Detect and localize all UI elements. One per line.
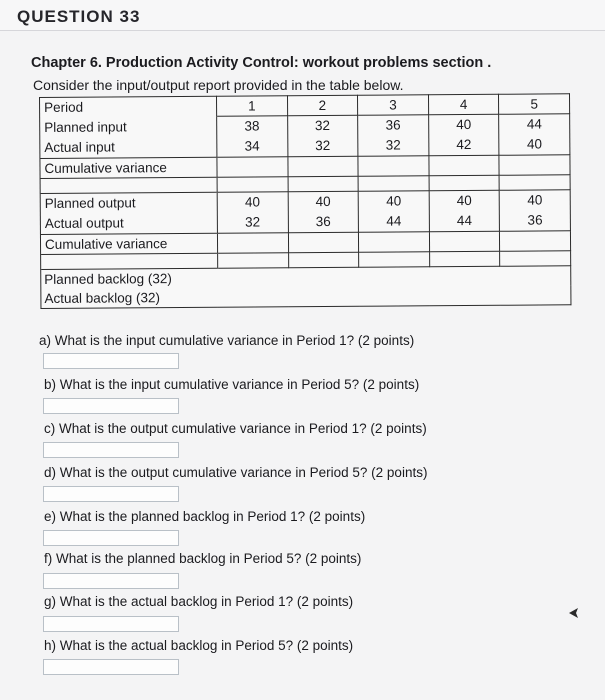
planned-output-value: 40 [527, 192, 543, 208]
planned-input-value: 36 [385, 117, 401, 133]
actual-backlog-label: Actual backlog (32) [41, 285, 571, 308]
planned-output-label: Planned output [44, 195, 136, 211]
actual-input-value: 42 [456, 136, 472, 153]
planned-input-value: 44 [526, 116, 542, 132]
answer-input-b[interactable] [43, 398, 179, 414]
empty-cell [358, 156, 429, 176]
actual-output-value: 44 [456, 212, 472, 229]
planned-input-value: 40 [456, 116, 472, 133]
answer-input-e[interactable] [43, 530, 179, 546]
period-cell: 2 [287, 95, 358, 115]
empty-cell [217, 233, 288, 253]
question-c: c) What is the output cumulative variance in Period 1? (2 points) [44, 421, 427, 436]
planned-output-value: 40 [315, 193, 331, 210]
planned-input-value: 38 [244, 118, 260, 134]
empty-cell [288, 232, 359, 252]
period-cell: 1 [216, 96, 287, 116]
actual-output-value: 36 [315, 213, 331, 230]
answer-input-c[interactable] [43, 442, 179, 458]
actual-output-label: Actual output [44, 215, 124, 231]
planned-backlog-label: Planned backlog (32) [41, 266, 571, 289]
actual-input-value: 40 [526, 136, 543, 152]
empty-cell [499, 155, 570, 175]
actual-input-label: Actual input [44, 139, 115, 155]
question-header-bar [0, 0, 605, 31]
period-label: Period [40, 96, 217, 117]
chapter-title: Chapter 6. Production Activity Control: workout problems section . [31, 55, 492, 71]
actual-output-value: 32 [245, 214, 261, 230]
actual-input-value: 32 [385, 137, 401, 153]
instructions-text: Consider the input/output report provided in the table below. [33, 77, 404, 93]
question-title: QUESTION 33 [17, 7, 141, 26]
period-cell: 4 [428, 94, 499, 114]
planned-input-value: 32 [314, 117, 331, 134]
empty-cell [429, 231, 500, 251]
input-rows [40, 114, 570, 159]
planned-output-value: 40 [244, 194, 261, 210]
question-h: h) What is the actual backlog in Period 5? (2 points) [44, 638, 354, 653]
output-rows [40, 190, 570, 235]
planned-output-value: 40 [386, 193, 402, 209]
input-variance-label: Cumulative variance [40, 157, 217, 178]
empty-cell [359, 232, 430, 252]
question-e: e) What is the planned backlog in Period 1? (2 points) [44, 509, 366, 524]
answer-input-f[interactable] [43, 573, 179, 589]
empty-cell [287, 156, 358, 176]
empty-cell [217, 157, 288, 177]
question-f: f) What is the planned backlog in Period 5? (2 points) [44, 551, 362, 566]
planned-output-value: 40 [456, 192, 472, 209]
question-b: b) What is the input cumulative variance in Period 5? (2 points) [44, 377, 420, 392]
arrow-cursor-icon [568, 607, 582, 619]
empty-cell [429, 155, 500, 175]
actual-output-value: 36 [527, 212, 543, 228]
actual-backlog-row [41, 285, 571, 308]
answer-input-g[interactable] [43, 616, 179, 632]
planned-input-label: Planned input [44, 119, 127, 135]
answer-input-h[interactable] [43, 659, 179, 675]
period-cell: 3 [358, 95, 429, 115]
output-variance-label: Cumulative variance [40, 233, 217, 254]
answer-input-d[interactable] [43, 486, 179, 502]
question-g: g) What is the actual backlog in Period 1? (2 points) [44, 594, 354, 609]
empty-cell [500, 231, 571, 251]
answer-input-a[interactable] [43, 353, 179, 369]
actual-input-value: 32 [315, 137, 331, 154]
actual-output-value: 44 [386, 213, 402, 229]
question-d: d) What is the output cumulative variance in Period 5? (2 points) [44, 465, 428, 480]
question-a: a) What is the input cumulative variance in Period 1? (2 points) [39, 333, 415, 348]
actual-input-value: 34 [244, 138, 260, 154]
input-output-report-table [39, 93, 571, 309]
period-cell: 5 [499, 94, 570, 114]
